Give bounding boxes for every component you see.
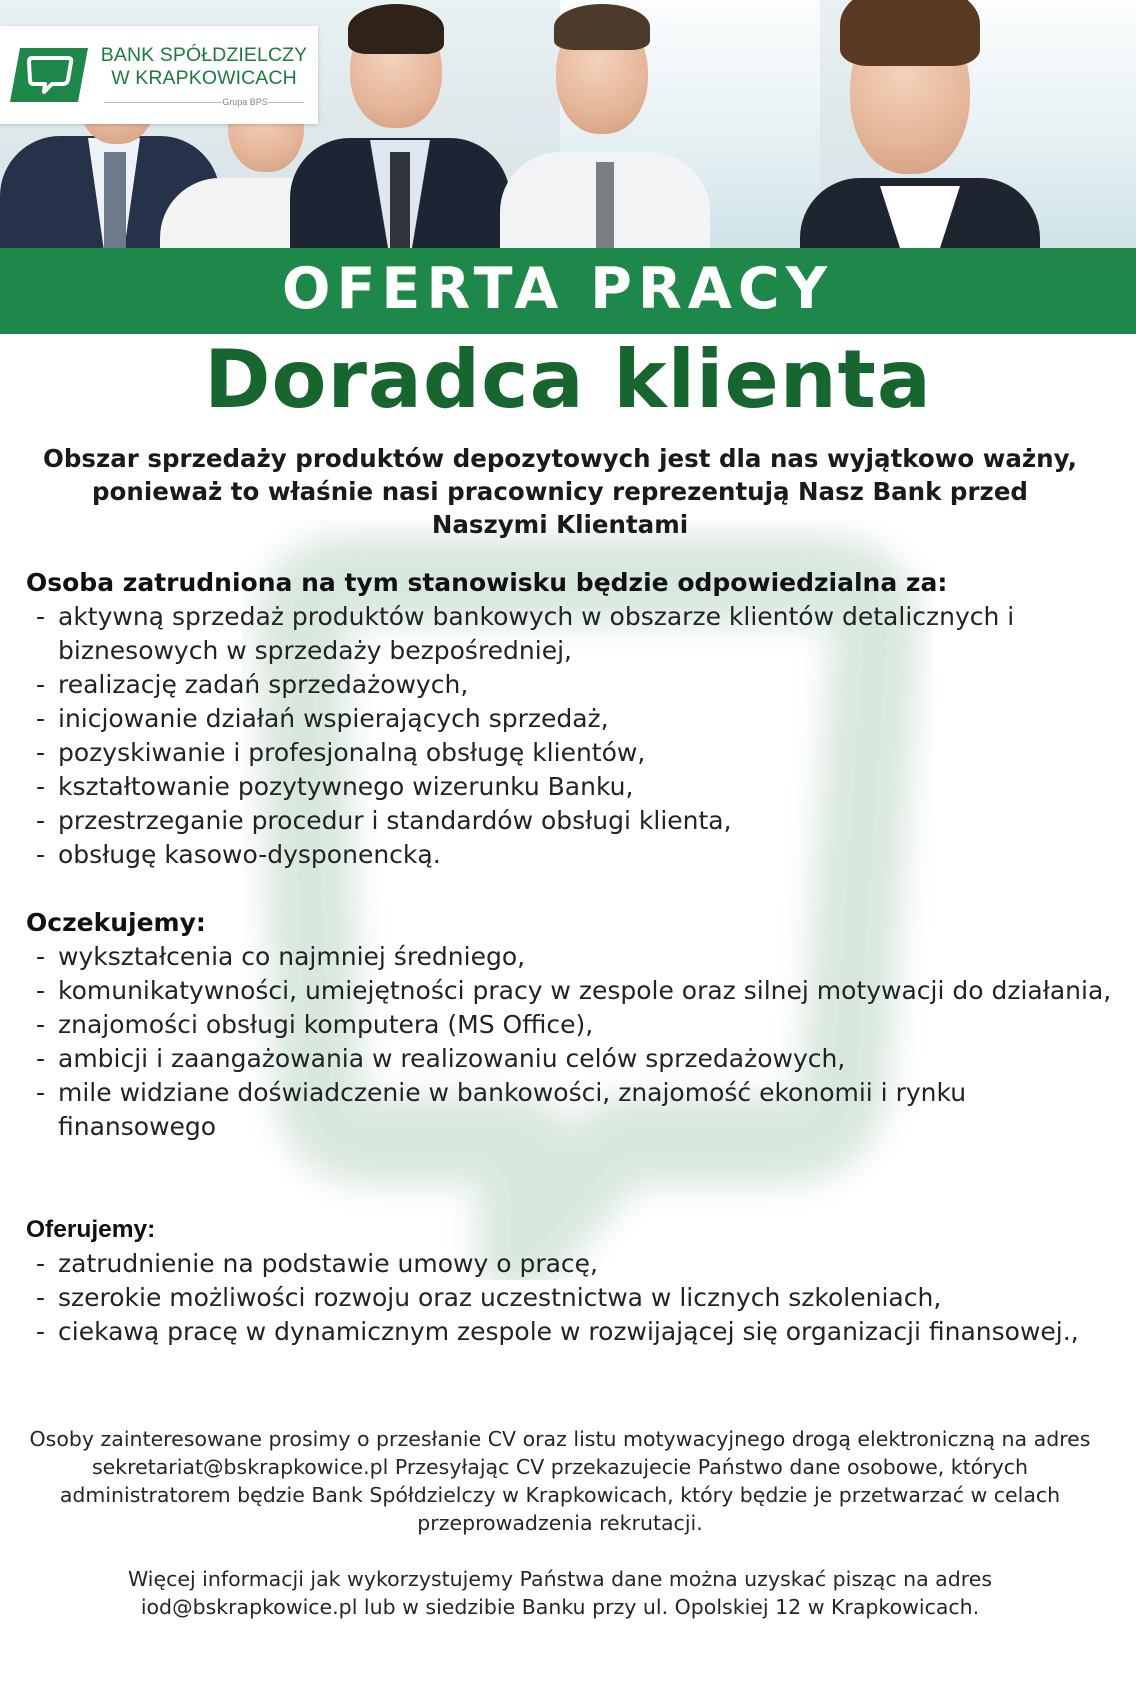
bank-name-line1: BANK SPÓŁDZIELCZY [100, 44, 308, 66]
privacy-notice: Więcej informacji jak wykorzystujemy Państwa dane można uzyskać pisząc na adres iod@bskrapkowice.pl lub w siedzibie Banku przy ul. Opolskiej 12 w Krapkowicach. [127, 1567, 993, 1619]
list-item: - ciekawą pracę w dynamicznym zespole w rozwijającej się organizacji finansowej., [26, 1315, 1116, 1349]
list-item: - inicjowanie działań wspierających sprzedaż, [26, 702, 1116, 736]
person-man-center [290, 12, 510, 248]
bank-name-line2: W KRAPKOWICACH [111, 67, 297, 89]
list-item: - realizację zadań sprzedażowych, [26, 668, 1116, 702]
offer-banner-title: OFERTA PRACY [282, 256, 833, 322]
bank-name [96, 44, 312, 90]
offer-list [26, 1247, 1116, 1349]
list-item: - komunikatywności, umiejętności pracy w zespole oraz silnej motywacji do działania, [26, 974, 1116, 1008]
application-instructions: Osoby zainteresowane prosimy o przesłanie CV oraz listu motywacyjnego drogą elektroniczną na adres sekretariat@bskrapkowice.pl Przesyłając CV przekazujecie Państwo dane osobowe, których administratorem będzie Bank Spółdzielczy w Krapkowicach, który będzie je przetwarzać w celach przeprowadzenia rekrutacji. [29, 1427, 1091, 1535]
list-item: - aktywną sprzedaż produktów bankowych w obszarze klientów detalicznych i biznesowych w sprzedaży bezpośredniej, [26, 600, 1116, 668]
list-item: - szerokie możliwości rozwoju oraz uczestnictwa w licznych szkoleniach, [26, 1281, 1116, 1315]
bank-logo [0, 26, 318, 124]
responsibilities-section [26, 566, 1116, 872]
intro-text: Obszar sprzedaży produktów depozytowych jest dla nas wyjątkowo ważny, ponieważ to właśnie nasi pracownicy reprezentują Nasz Bank przed Naszymi Klientami [43, 444, 1077, 539]
expectations-list [26, 940, 1116, 1144]
responsibilities-list [26, 600, 1116, 872]
list-item: - kształtowanie pozytywnego wizerunku Banku, [26, 770, 1116, 804]
offer-section [26, 1213, 1116, 1349]
person-man-right [500, 12, 710, 248]
list-item: - mile widziane doświadczenie w bankowości, znajomość ekonomii i rynku finansowego [26, 1076, 1116, 1144]
responsibilities-heading: Osoba zatrudniona na tym stanowisku będzie odpowiedzialna za: [26, 568, 948, 597]
list-item: - znajomości obsługi komputera (MS Office), [26, 1008, 1116, 1042]
expectations-heading: Oczekujemy: [26, 908, 206, 937]
list-item: - zatrudnienie na podstawie umowy o pracę, [26, 1247, 1116, 1281]
person-woman-foreground [790, 0, 1050, 248]
offer-heading: Oferujemy: [26, 1216, 156, 1243]
list-item: - ambicji i zaangażowania w realizowaniu celów sprzedażowych, [26, 1042, 1116, 1076]
job-title: Doradca klienta [204, 333, 932, 426]
list-item: - pozyskiwanie i profesjonalną obsługę klientów, [26, 736, 1116, 770]
bank-logo-icon [10, 48, 88, 102]
list-item: - przestrzeganie procedur i standardów obsługi klienta, [26, 804, 1116, 838]
list-item: - wykształcenia co najmniej średniego, [26, 940, 1116, 974]
header-photo [0, 0, 1136, 248]
bank-group-label: Grupa BPS [222, 97, 268, 107]
expectations-section [26, 906, 1116, 1144]
list-item: - obsługę kasowo-dysponencką. [26, 838, 1116, 872]
